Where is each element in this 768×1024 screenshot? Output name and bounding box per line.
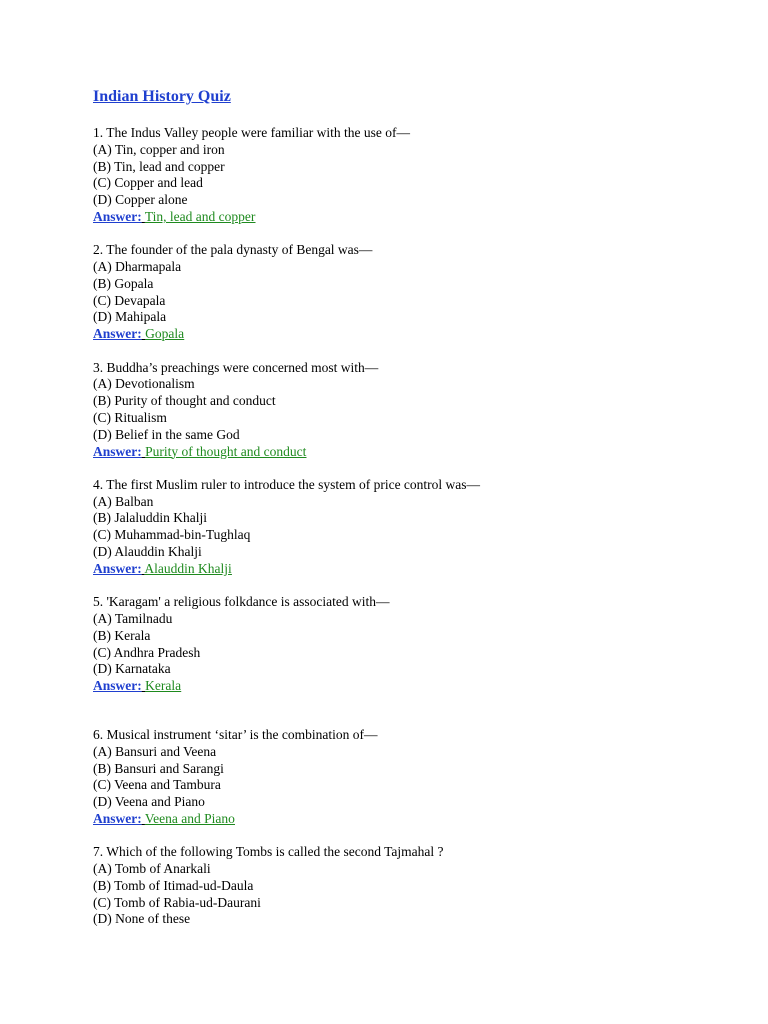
answer-line[interactable] <box>93 561 733 578</box>
question-3 <box>93 360 733 461</box>
answer-label: Answer: <box>93 443 142 459</box>
option-c: (C) Devapala <box>93 292 166 308</box>
option-d: (D) Mahipala <box>93 309 167 325</box>
answer-label: Answer: <box>93 208 142 224</box>
question-prompt: 3. Buddha’s preachings were concerned most with— <box>93 359 379 375</box>
answer-line[interactable] <box>93 326 733 343</box>
quiz-title[interactable]: Indian History Quiz <box>93 88 231 105</box>
question-prompt: 2. The founder of the pala dynasty of Bengal was— <box>93 242 373 258</box>
option-b: (B) Kerala <box>93 627 151 643</box>
option-d: (D) Belief in the same God <box>93 426 240 442</box>
option-c: (C) Ritualism <box>93 409 167 425</box>
option-b: (B) Jalaluddin Khalji <box>93 510 207 526</box>
option-b: (B) Bansuri and Sarangi <box>93 760 224 776</box>
option-d: (D) Alauddin Khalji <box>93 544 202 560</box>
answer-label: Answer: <box>93 810 142 826</box>
option-d: (D) None of these <box>93 911 191 927</box>
option-a: (A) Balban <box>93 493 154 509</box>
option-b: (B) Tomb of Itimad-ud-Daula <box>93 877 254 893</box>
option-c: (C) Tomb of Rabia-ud-Daurani <box>93 894 261 910</box>
option-d: (D) Copper alone <box>93 192 188 208</box>
option-c: (C) Andhra Pradesh <box>93 644 201 660</box>
answer-value: Gopala <box>145 326 185 342</box>
option-c: (C) Muhammad-bin-Tughlaq <box>93 527 251 543</box>
answer-line[interactable] <box>93 209 733 226</box>
option-a: (A) Tin, copper and iron <box>93 141 225 157</box>
answer-line[interactable] <box>93 678 733 695</box>
option-a: (A) Dharmapala <box>93 259 182 275</box>
answer-line[interactable] <box>93 444 733 461</box>
question-prompt: 5. 'Karagam' a religious folkdance is associated with— <box>93 594 390 610</box>
question-prompt: 6. Musical instrument ‘sitar’ is the combination of— <box>93 726 378 742</box>
question-prompt: 7. Which of the following Tombs is called the second Tajmahal ? <box>93 844 444 860</box>
answer-line[interactable] <box>93 811 733 828</box>
answer-value: Veena and Piano <box>144 810 235 826</box>
option-d: (D) Karnataka <box>93 661 171 677</box>
option-c: (C) Copper and lead <box>93 175 203 191</box>
answer-value: Purity of thought and conduct <box>145 443 307 459</box>
option-a: (A) Tomb of Anarkali <box>93 860 211 876</box>
question-5 <box>93 594 733 695</box>
question-6 <box>93 727 733 828</box>
option-a: (A) Tamilnadu <box>93 610 173 626</box>
question-prompt: 1. The Indus Valley people were familiar with the use of— <box>93 125 411 140</box>
answer-value: Kerala <box>145 678 182 694</box>
option-b: (B) Gopala <box>93 275 154 291</box>
answer-label: Answer: <box>93 560 142 576</box>
question-prompt: 4. The first Muslim ruler to introduce the system of price control was— <box>93 476 481 492</box>
option-b: (B) Purity of thought and conduct <box>93 393 276 409</box>
option-d: (D) Veena and Piano <box>93 794 205 810</box>
question-7 <box>93 844 733 928</box>
question-1 <box>93 125 733 226</box>
quiz-document <box>93 86 733 945</box>
option-a: (A) Bansuri and Veena <box>93 743 217 759</box>
answer-value: Tin, lead and copper <box>144 208 256 224</box>
question-2 <box>93 242 733 343</box>
option-c: (C) Veena and Tambura <box>93 777 221 793</box>
answer-label: Answer: <box>93 678 142 694</box>
option-b: (B) Tin, lead and copper <box>93 158 225 174</box>
option-a: (A) Devotionalism <box>93 376 195 392</box>
answer-value: Alauddin Khalji <box>144 560 232 576</box>
question-4 <box>93 477 733 578</box>
answer-label: Answer: <box>93 326 142 342</box>
